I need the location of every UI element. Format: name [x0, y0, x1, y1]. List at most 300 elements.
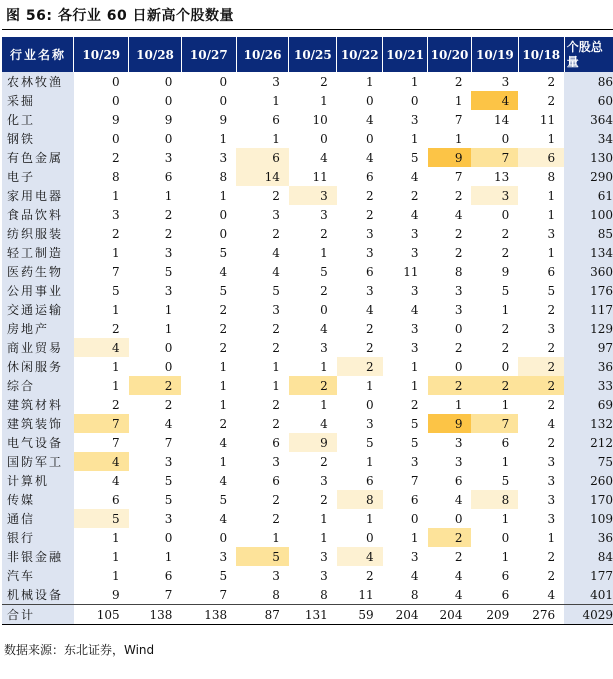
count-cell: 2 [272, 188, 280, 203]
count-cell: 1 [219, 454, 228, 469]
count-cell: 2 [129, 376, 182, 395]
count-cell: 6 [366, 169, 374, 184]
table-row [2, 547, 613, 566]
industry-name: 机械设备 [2, 585, 74, 605]
total-cell: 36 [564, 528, 613, 547]
header-date: 10/22 [337, 37, 383, 72]
count-cell: 87 [236, 605, 289, 625]
table-row [2, 281, 613, 300]
count-cell: 5 [164, 492, 173, 507]
count-cell: 7 [111, 435, 120, 450]
count-cell: 7 [471, 414, 518, 433]
total-cell: 134 [564, 243, 613, 262]
total-cell: 100 [564, 205, 613, 224]
total-cell: 109 [564, 509, 613, 528]
count-cell: 2 [366, 188, 374, 203]
count-cell: 8 [337, 490, 383, 509]
count-cell: 0 [410, 511, 419, 526]
count-cell: 1 [320, 359, 328, 374]
count-cell: 138 [129, 605, 182, 625]
count-cell: 2 [289, 376, 337, 395]
count-cell: 3 [547, 511, 556, 526]
count-cell: 1 [272, 131, 280, 146]
count-cell: 0 [410, 93, 419, 108]
table-row [2, 300, 613, 319]
count-cell: 1 [111, 378, 120, 393]
count-cell: 8 [320, 587, 328, 602]
count-cell: 5 [219, 492, 228, 507]
count-cell: 2 [428, 376, 472, 395]
count-cell: 5 [366, 435, 374, 450]
count-cell: 4 [366, 302, 374, 317]
total-cell: 4029 [564, 605, 613, 625]
total-cell: 129 [564, 319, 613, 338]
source-note: 数据来源：东北证券，Wind [4, 643, 155, 657]
count-cell: 1 [320, 530, 328, 545]
count-cell: 2 [547, 549, 556, 564]
count-cell: 2 [272, 321, 280, 336]
count-cell: 276 [518, 605, 564, 625]
count-cell: 0 [164, 340, 173, 355]
count-cell: 3 [547, 492, 556, 507]
count-cell: 2 [454, 188, 463, 203]
count-cell: 0 [501, 530, 510, 545]
count-cell: 8 [471, 490, 518, 509]
count-cell: 3 [164, 511, 173, 526]
count-cell: 0 [164, 530, 173, 545]
count-cell: 2 [164, 226, 173, 241]
count-cell: 8 [111, 169, 120, 184]
total-cell: 132 [564, 414, 613, 433]
count-cell: 8 [272, 587, 280, 602]
count-cell: 1 [501, 549, 510, 564]
count-cell: 6 [366, 264, 374, 279]
count-cell: 2 [366, 568, 374, 583]
count-cell: 3 [164, 454, 173, 469]
table-row [2, 148, 613, 167]
count-cell: 7 [410, 473, 419, 488]
count-cell: 105 [74, 605, 129, 625]
count-cell: 131 [289, 605, 337, 625]
count-cell: 6 [272, 473, 280, 488]
count-cell: 5 [74, 509, 129, 528]
count-cell: 0 [219, 93, 228, 108]
count-cell: 1 [219, 397, 228, 412]
count-cell: 1 [111, 549, 120, 564]
count-cell: 6 [454, 473, 463, 488]
count-cell: 1 [164, 321, 173, 336]
count-cell: 0 [501, 131, 510, 146]
count-cell: 2 [547, 568, 556, 583]
header-date: 10/28 [129, 37, 182, 72]
count-cell: 2 [366, 340, 374, 355]
count-cell: 4 [219, 473, 228, 488]
new-high-table [2, 37, 613, 625]
total-cell: 360 [564, 262, 613, 281]
industry-name: 商业贸易 [2, 338, 74, 357]
count-cell: 3 [454, 302, 463, 317]
count-cell: 204 [428, 605, 472, 625]
count-cell: 1 [164, 302, 173, 317]
header-date: 10/18 [518, 37, 564, 72]
count-cell: 2 [272, 397, 280, 412]
industry-name: 计算机 [2, 471, 74, 490]
count-cell: 0 [366, 397, 374, 412]
count-cell: 2 [366, 207, 374, 222]
industry-name: 汽车 [2, 566, 74, 585]
count-cell: 0 [111, 74, 120, 89]
count-cell: 1 [410, 359, 419, 374]
count-cell: 138 [181, 605, 236, 625]
count-cell: 6 [164, 568, 173, 583]
count-cell: 3 [410, 454, 419, 469]
count-cell: 1 [164, 188, 173, 203]
table-row [2, 205, 613, 224]
count-cell: 3 [547, 321, 556, 336]
count-cell: 1 [547, 188, 556, 203]
count-cell: 3 [410, 283, 419, 298]
count-cell: 4 [320, 150, 328, 165]
industry-name: 钢铁 [2, 129, 74, 148]
count-cell: 3 [111, 207, 120, 222]
count-cell: 4 [410, 302, 419, 317]
table-row [2, 509, 613, 528]
count-cell: 2 [219, 302, 228, 317]
count-cell: 5 [410, 435, 419, 450]
count-cell: 2 [471, 376, 518, 395]
industry-name: 通信 [2, 509, 74, 528]
count-cell: 0 [111, 93, 120, 108]
header-date: 10/26 [236, 37, 289, 72]
table-row [2, 605, 613, 625]
count-cell: 1 [501, 454, 510, 469]
count-cell: 4 [410, 207, 419, 222]
count-cell: 1 [547, 530, 556, 545]
count-cell: 3 [454, 283, 463, 298]
count-cell: 9 [501, 264, 510, 279]
table-row [2, 395, 613, 414]
total-cell: 170 [564, 490, 613, 509]
count-cell: 2 [454, 226, 463, 241]
header-industry: 行业名称 [2, 37, 74, 72]
count-cell: 3 [320, 207, 328, 222]
title-rule [2, 29, 613, 30]
count-cell: 3 [366, 416, 374, 431]
industry-name: 电气设备 [2, 433, 74, 452]
count-cell: 3 [501, 74, 510, 89]
count-cell: 8 [410, 587, 419, 602]
count-cell: 4 [410, 169, 419, 184]
count-cell: 6 [518, 148, 564, 167]
count-cell: 9 [289, 433, 337, 452]
count-cell: 2 [164, 397, 173, 412]
count-cell: 4 [74, 338, 129, 357]
count-cell: 3 [410, 549, 419, 564]
count-cell: 3 [410, 226, 419, 241]
industry-name: 综合 [2, 376, 74, 395]
count-cell: 0 [454, 511, 463, 526]
count-cell: 1 [501, 302, 510, 317]
count-cell: 2 [219, 321, 228, 336]
count-cell: 10 [312, 112, 328, 127]
count-cell: 1 [111, 245, 120, 260]
count-cell: 4 [337, 547, 383, 566]
total-cell: 69 [564, 395, 613, 414]
count-cell: 2 [366, 321, 374, 336]
count-cell: 2 [111, 397, 120, 412]
count-cell: 0 [164, 93, 173, 108]
count-cell: 1 [320, 93, 328, 108]
count-cell: 7 [111, 264, 120, 279]
count-cell: 3 [219, 549, 228, 564]
total-cell: 33 [564, 376, 613, 395]
count-cell: 0 [320, 302, 328, 317]
count-cell: 7 [471, 148, 518, 167]
table-row [2, 129, 613, 148]
table-row [2, 528, 613, 547]
count-cell: 6 [501, 568, 510, 583]
count-cell: 3 [272, 207, 280, 222]
count-cell: 2 [320, 226, 328, 241]
count-cell: 3 [547, 473, 556, 488]
table-row [2, 452, 613, 471]
total-cell: 84 [564, 547, 613, 566]
industry-name: 农林牧渔 [2, 72, 74, 91]
count-cell: 2 [518, 376, 564, 395]
industry-name: 化工 [2, 110, 74, 129]
count-cell: 3 [164, 283, 173, 298]
count-cell: 11 [312, 169, 328, 184]
count-cell: 11 [403, 264, 419, 279]
count-cell: 2 [320, 283, 328, 298]
count-cell: 2 [111, 150, 120, 165]
count-cell: 14 [494, 112, 510, 127]
count-cell: 2 [428, 528, 472, 547]
count-cell: 3 [454, 435, 463, 450]
count-cell: 3 [219, 150, 228, 165]
count-cell: 2 [547, 302, 556, 317]
table-row [2, 262, 613, 281]
count-cell: 3 [547, 454, 556, 469]
count-cell: 14 [236, 167, 289, 186]
industry-name: 建筑装饰 [2, 414, 74, 433]
count-cell: 1 [320, 245, 328, 260]
count-cell: 1 [164, 549, 173, 564]
count-cell: 4 [366, 150, 374, 165]
count-cell: 0 [164, 359, 173, 374]
count-cell: 1 [547, 245, 556, 260]
count-cell: 4 [410, 568, 419, 583]
count-cell: 3 [272, 454, 280, 469]
count-cell: 2 [111, 226, 120, 241]
count-cell: 0 [111, 131, 120, 146]
count-cell: 2 [164, 207, 173, 222]
industry-name: 建筑材料 [2, 395, 74, 414]
count-cell: 204 [383, 605, 428, 625]
count-cell: 3 [272, 74, 280, 89]
count-cell: 11 [539, 112, 556, 127]
table-row [2, 490, 613, 509]
count-cell: 4 [320, 321, 328, 336]
industry-name: 电子 [2, 167, 74, 186]
count-cell: 8 [547, 169, 556, 184]
count-cell: 2 [272, 492, 280, 507]
industry-name: 合计 [2, 605, 74, 625]
count-cell: 3 [164, 150, 173, 165]
count-cell: 3 [320, 568, 328, 583]
table-row [2, 357, 613, 376]
header-date: 10/19 [471, 37, 518, 72]
total-cell: 36 [564, 357, 613, 376]
table-row [2, 72, 613, 91]
count-cell: 1 [410, 378, 419, 393]
count-cell: 4 [219, 264, 228, 279]
table-row [2, 167, 613, 186]
table-body [2, 72, 613, 625]
count-cell: 2 [518, 357, 564, 376]
industry-name: 非银金融 [2, 547, 74, 566]
count-cell: 6 [236, 148, 289, 167]
count-cell: 0 [366, 530, 374, 545]
count-cell: 4 [74, 452, 129, 471]
count-cell: 1 [320, 397, 328, 412]
count-cell: 59 [337, 605, 383, 625]
industry-name: 有色金属 [2, 148, 74, 167]
count-cell: 5 [219, 245, 228, 260]
table-row [2, 319, 613, 338]
total-cell: 212 [564, 433, 613, 452]
count-cell: 5 [410, 150, 419, 165]
count-cell: 2 [501, 340, 510, 355]
count-cell: 1 [410, 530, 419, 545]
count-cell: 6 [501, 587, 510, 602]
count-cell: 5 [164, 264, 173, 279]
count-cell: 4 [547, 587, 556, 602]
table-row [2, 91, 613, 110]
count-cell: 1 [454, 93, 463, 108]
header-row [2, 37, 613, 72]
count-cell: 1 [272, 93, 280, 108]
count-cell: 3 [366, 226, 374, 241]
count-cell: 0 [454, 359, 463, 374]
industry-name: 采掘 [2, 91, 74, 110]
count-cell: 11 [358, 587, 374, 602]
count-cell: 3 [289, 186, 337, 205]
count-cell: 2 [454, 245, 463, 260]
count-cell: 3 [320, 340, 328, 355]
count-cell: 1 [219, 359, 228, 374]
count-cell: 1 [366, 74, 374, 89]
count-cell: 4 [272, 245, 280, 260]
count-cell: 4 [454, 587, 463, 602]
count-cell: 3 [366, 245, 374, 260]
total-cell: 97 [564, 338, 613, 357]
count-cell: 2 [501, 226, 510, 241]
count-cell: 6 [272, 112, 280, 127]
header-date: 10/25 [289, 37, 337, 72]
count-cell: 2 [272, 340, 280, 355]
count-cell: 4 [111, 473, 120, 488]
count-cell: 9 [428, 414, 472, 433]
count-cell: 2 [320, 454, 328, 469]
table-row [2, 376, 613, 395]
count-cell: 3 [454, 454, 463, 469]
count-cell: 1 [272, 359, 280, 374]
industry-name: 国防军工 [2, 452, 74, 471]
total-cell: 86 [564, 72, 613, 91]
count-cell: 5 [219, 568, 228, 583]
count-cell: 9 [219, 112, 228, 127]
count-cell: 3 [366, 283, 374, 298]
count-cell: 2 [547, 340, 556, 355]
table-row [2, 338, 613, 357]
count-cell: 2 [501, 245, 510, 260]
total-cell: 117 [564, 300, 613, 319]
count-cell: 0 [219, 207, 228, 222]
count-cell: 4 [454, 492, 463, 507]
count-cell: 5 [164, 473, 173, 488]
industry-name: 交通运输 [2, 300, 74, 319]
total-cell: 85 [564, 224, 613, 243]
count-cell: 2 [272, 416, 280, 431]
count-cell: 2 [219, 416, 228, 431]
count-cell: 1 [272, 530, 280, 545]
count-cell: 7 [454, 112, 463, 127]
industry-name: 食品饮料 [2, 205, 74, 224]
total-cell: 290 [564, 167, 613, 186]
count-cell: 2 [547, 397, 556, 412]
count-cell: 6 [366, 473, 374, 488]
count-cell: 8 [219, 169, 228, 184]
count-cell: 5 [501, 283, 510, 298]
count-cell: 8 [454, 264, 463, 279]
count-cell: 2 [454, 74, 463, 89]
count-cell: 1 [111, 530, 120, 545]
count-cell: 5 [111, 283, 120, 298]
count-cell: 1 [219, 131, 228, 146]
count-cell: 4 [547, 416, 556, 431]
header-total: 个股总量 [564, 37, 613, 72]
count-cell: 1 [501, 397, 510, 412]
industry-name: 传媒 [2, 490, 74, 509]
count-cell: 4 [219, 435, 228, 450]
count-cell: 13 [494, 169, 510, 184]
count-cell: 3 [164, 245, 173, 260]
count-cell: 0 [164, 131, 173, 146]
count-cell: 0 [219, 530, 228, 545]
count-cell: 1 [111, 359, 120, 374]
count-cell: 0 [501, 207, 510, 222]
table-row [2, 566, 613, 585]
count-cell: 4 [471, 91, 518, 110]
total-cell: 75 [564, 452, 613, 471]
count-cell: 4 [366, 112, 374, 127]
count-cell: 1 [219, 188, 228, 203]
count-cell: 5 [219, 283, 228, 298]
count-cell: 1 [272, 378, 280, 393]
count-cell: 1 [219, 378, 228, 393]
count-cell: 209 [471, 605, 518, 625]
count-cell: 9 [111, 587, 120, 602]
count-cell: 1 [366, 378, 374, 393]
count-cell: 1 [366, 454, 374, 469]
total-cell: 176 [564, 281, 613, 300]
count-cell: 9 [111, 112, 120, 127]
total-cell: 364 [564, 110, 613, 129]
total-cell: 401 [564, 585, 613, 605]
count-cell: 1 [111, 568, 120, 583]
total-cell: 260 [564, 471, 613, 490]
